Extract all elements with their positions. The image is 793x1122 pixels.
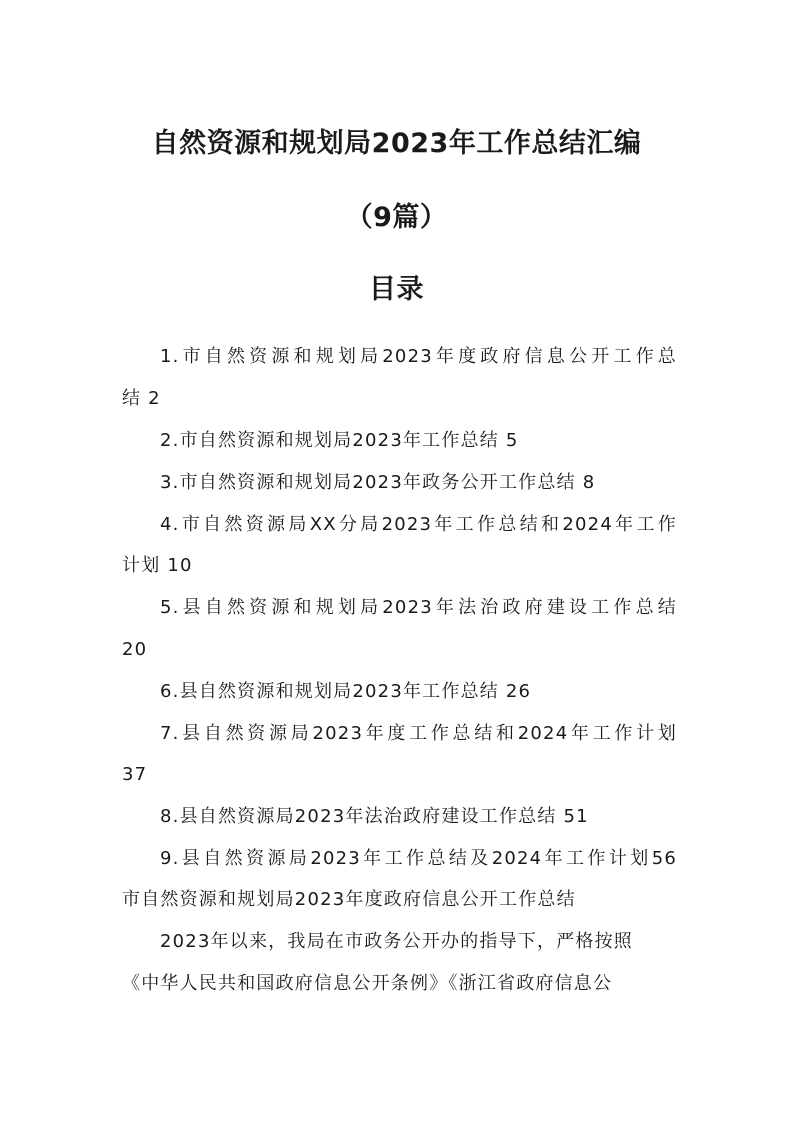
toc-item-4-continued[interactable]: 计划 10: [122, 555, 193, 576]
toc-item-7[interactable]: 7.县自然资源局2023年度工作总结和2024年工作计划: [160, 723, 677, 744]
toc-item-4[interactable]: 4.市自然资源局XX分局2023年工作总结和2024年工作: [160, 514, 677, 535]
toc-heading: 目录: [369, 274, 424, 305]
toc-item-3[interactable]: 3.市自然资源和规划局2023年政务公开工作总结 8: [160, 472, 596, 493]
toc-item-2[interactable]: 2.市自然资源和规划局2023年工作总结 5: [160, 430, 519, 451]
toc-item-8[interactable]: 8.县自然资源局2023年法治政府建设工作总结 51: [160, 806, 589, 827]
section-title: 市自然资源和规划局2023年度政府信息公开工作总结: [122, 889, 576, 910]
body-paragraph-line-1: 2023年以来，我局在市政务公开办的指导下，严格按照: [160, 931, 634, 952]
toc-item-6[interactable]: 6.县自然资源和规划局2023年工作总结 26: [160, 681, 532, 702]
toc-item-1[interactable]: 1.市自然资源和规划局2023年度政府信息公开工作总: [160, 346, 677, 367]
toc-item-7-continued[interactable]: 37: [122, 764, 148, 785]
toc-item-5-continued[interactable]: 20: [122, 639, 148, 660]
body-paragraph-line-2: 《中华人民共和国政府信息公开条例》《浙江省政府信息公: [122, 973, 613, 994]
document-title: 自然资源和规划局2023年工作总结汇编: [151, 128, 642, 159]
toc-item-1-continued[interactable]: 结 2: [122, 388, 161, 409]
toc-item-9[interactable]: 9.县自然资源局2023年工作总结及2024年工作计划56: [160, 848, 677, 869]
document-title-count: （9篇）: [345, 202, 448, 233]
toc-item-5[interactable]: 5.县自然资源和规划局2023年法治政府建设工作总结: [160, 597, 677, 618]
